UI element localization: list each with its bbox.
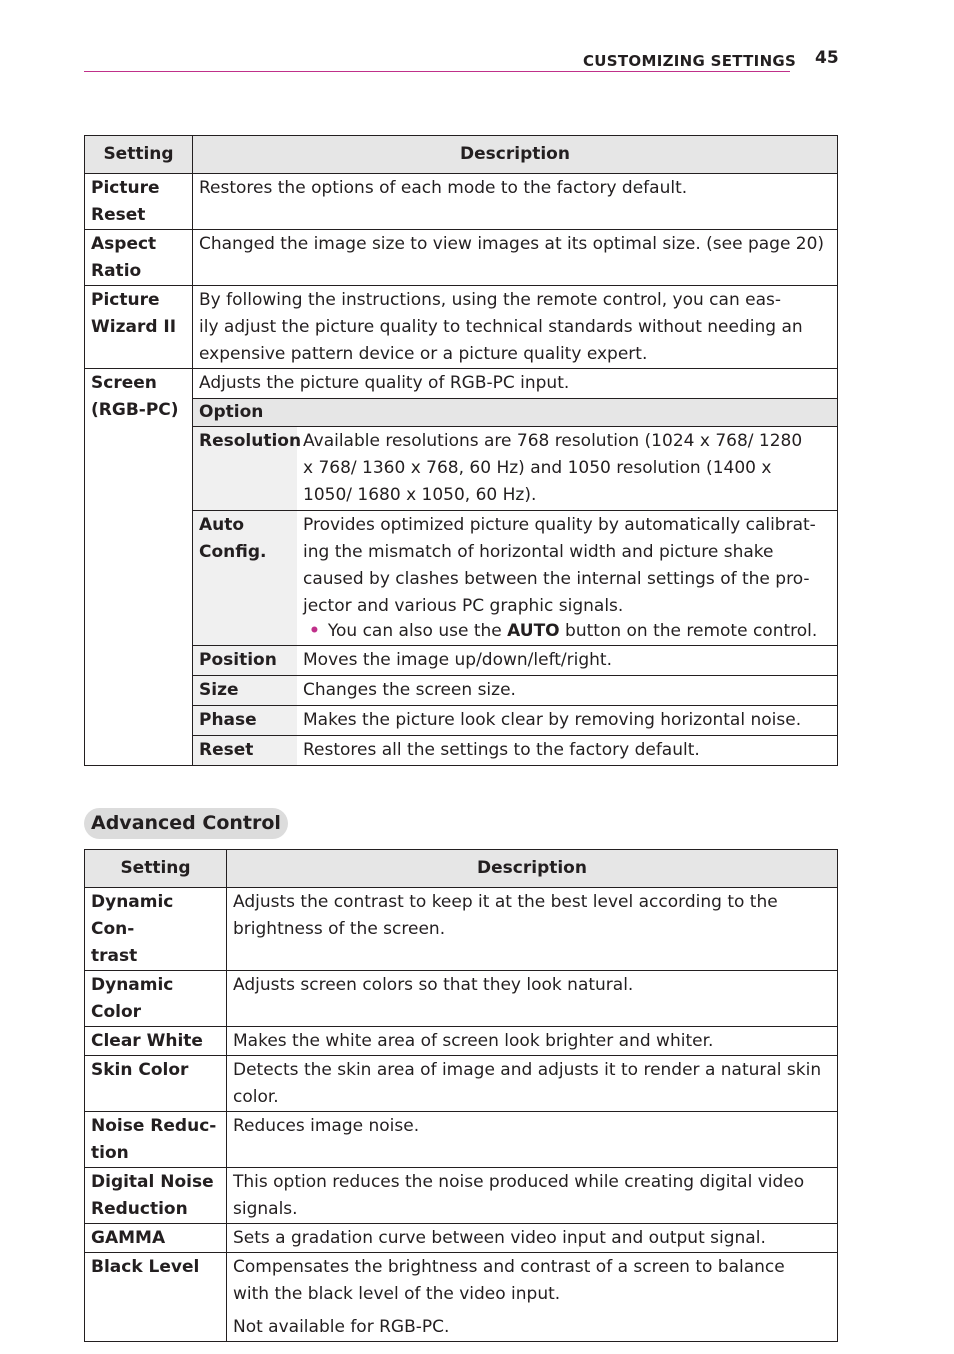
setting-description: Makes the white area of screen look brighter and whiter. <box>227 1027 838 1056</box>
setting-note: Not available for RGB-PC. <box>233 1317 450 1337</box>
option-description: Makes the picture look clear by removing horizontal noise. <box>297 706 837 736</box>
option-description: Provides optimized picture quality by automatically calibrat- ing the mismatch of horizontal width and picture shake caused by clashes between the internal settings of the pro- jector and various PC graphic signals. • You can also use the AUTO button on the remote control. <box>297 511 837 646</box>
screen-intro: Adjusts the picture quality of RGB-PC input. <box>199 373 570 393</box>
table-row <box>85 1224 838 1253</box>
setting-name: Noise Reduc- tion <box>85 1112 227 1168</box>
table-row <box>85 1253 838 1342</box>
screen-options-table <box>193 369 837 765</box>
table-row-screen <box>85 369 838 766</box>
option-description: Restores all the settings to the factory default. <box>297 736 837 766</box>
setting-description: Reduces image noise. <box>227 1112 838 1168</box>
setting-name: Digital Noise Reduction <box>85 1168 227 1224</box>
setting-name: Skin Color <box>85 1056 227 1112</box>
option-name: Auto Config. <box>193 511 297 646</box>
table-row <box>85 1112 838 1168</box>
option-name: Phase <box>193 706 297 736</box>
option-description: Changes the screen size. <box>297 676 837 706</box>
option-row <box>193 511 837 646</box>
table-row <box>85 971 838 1027</box>
col-setting-header: Setting <box>85 850 227 888</box>
option-description: Moves the image up/down/left/right. <box>297 646 837 676</box>
setting-description: Sets a gradation curve between video input and output signal. <box>227 1224 838 1253</box>
setting-name: Picture Reset <box>85 174 193 230</box>
col-setting-header: Setting <box>85 136 193 174</box>
setting-name: Dynamic Con- trast <box>85 888 227 971</box>
table-header-row <box>85 850 838 888</box>
setting-description: Adjusts the contrast to keep it at the best level according to the brightness of the screen. <box>227 888 838 971</box>
picture-settings-table <box>84 135 838 766</box>
table-row <box>85 1168 838 1224</box>
setting-description: Detects the skin area of image and adjusts it to render a natural skin color. <box>227 1056 838 1112</box>
section-title: CUSTOMIZING SETTINGS <box>583 52 797 70</box>
table-row <box>85 1056 838 1112</box>
option-header: Option <box>193 399 837 427</box>
header-rule <box>84 71 790 72</box>
setting-description: Restores the options of each mode to the factory default. <box>193 174 838 230</box>
option-description: Available resolutions are 768 resolution (1024 x 768/ 1280 x 768/ 1360 x 768, 60 Hz) and 1050 resolution (1400 x 1050/ 1680 x 1050, 60 Hz). <box>297 427 837 511</box>
setting-name: Clear White <box>85 1027 227 1056</box>
table-row <box>85 286 838 369</box>
table-row <box>85 230 838 286</box>
col-description-header: Description <box>227 850 838 888</box>
option-row <box>193 427 837 511</box>
setting-description: Adjusts screen colors so that they look natural. <box>227 971 838 1027</box>
auto-note: • You can also use the AUTO button on the remote control. <box>309 621 818 641</box>
setting-name: Screen (RGB-PC) <box>85 369 193 766</box>
bullet-icon: • <box>309 621 320 641</box>
option-name: Position <box>193 646 297 676</box>
setting-description: By following the instructions, using the remote control, you can eas- ily adjust the picture quality to technical standards without needing an expensive pattern device or a picture quality expert. <box>193 286 838 369</box>
setting-name: GAMMA <box>85 1224 227 1253</box>
table-row <box>85 174 838 230</box>
option-row <box>193 646 837 676</box>
option-name: Resolution <box>193 427 297 511</box>
screen-options-cell <box>193 369 838 766</box>
page-number: 45 <box>815 48 839 68</box>
setting-description: Compensates the brightness and contrast of a screen to balance with the black level of the video input. Not available for RGB-PC. <box>227 1253 838 1342</box>
option-row <box>193 736 837 766</box>
setting-description: This option reduces the noise produced while creating digital video signals. <box>227 1168 838 1224</box>
setting-name: Picture Wizard II <box>85 286 193 369</box>
setting-name: Dynamic Color <box>85 971 227 1027</box>
col-description-header: Description <box>193 136 838 174</box>
setting-name: Black Level <box>85 1253 227 1342</box>
option-name: Size <box>193 676 297 706</box>
advanced-control-heading: Advanced Control <box>84 808 288 839</box>
option-row <box>193 706 837 736</box>
setting-name: Aspect Ratio <box>85 230 193 286</box>
table-header-row <box>85 136 838 174</box>
table-row <box>85 888 838 971</box>
option-row <box>193 676 837 706</box>
advanced-control-table <box>84 849 838 1342</box>
option-name: Reset <box>193 736 297 766</box>
setting-description: Changed the image size to view images at its optimal size. (see page 20) <box>193 230 838 286</box>
table-row <box>85 1027 838 1056</box>
